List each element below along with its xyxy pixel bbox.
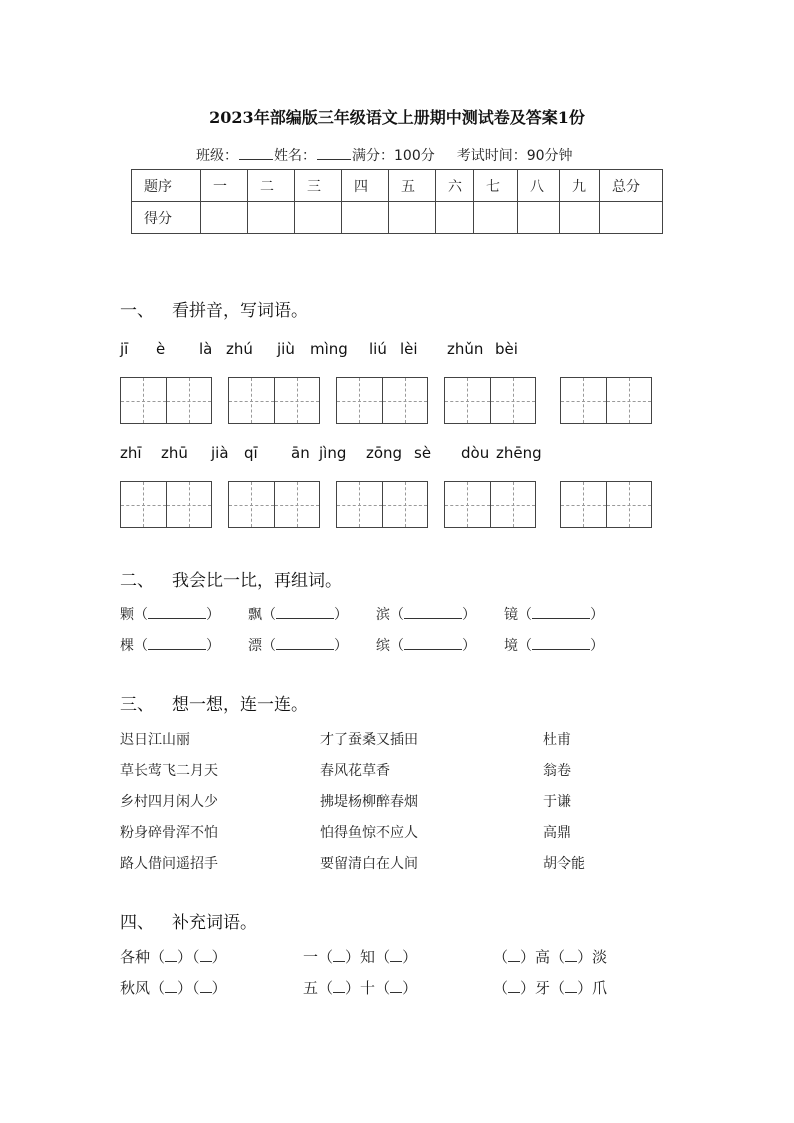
writing-grid-row-2 [0,481,794,528]
score-input-cell[interactable] [600,202,663,234]
class-label: 班级： [196,148,238,164]
pinyin: zhū [161,444,188,462]
pinyin: jià [211,444,229,462]
pinyin: jìng [319,444,347,462]
score-cell: 八 [518,170,560,202]
compare-item [504,604,604,624]
fill-item [493,977,607,998]
pinyin: zhēng [496,444,542,462]
section-4-heading [120,908,257,933]
section-title: 想一想，连一连。 [172,695,308,715]
compare-char: 镜 [504,607,518,623]
score-input-cell[interactable] [436,202,474,234]
full-score: 满分：100分 [352,148,435,164]
pinyin: sè [414,444,432,462]
pinyin: là [199,340,213,358]
paren: ） [345,948,361,966]
score-input-cell[interactable] [201,202,248,234]
paren: （ [550,948,566,966]
score-input-cell[interactable] [342,202,389,234]
pinyin: jī [120,340,129,358]
tianzige-box[interactable] [444,377,536,424]
section-title: 我会比一比，再组词。 [172,571,342,591]
match-row [0,760,794,780]
paren: （ [150,948,166,966]
answer-blank[interactable] [565,947,577,962]
name-blank[interactable] [317,146,351,160]
paren: ） [462,607,476,623]
paren: ） [402,979,418,997]
match-row [0,729,794,749]
compare-char: 颗 [120,607,134,623]
pinyin: bèi [495,340,518,358]
paren: （ [550,979,566,997]
fill-item [303,977,417,998]
section-number: 二、 [120,571,154,591]
pinyin: zōng [366,444,403,462]
score-table [131,169,663,234]
paren: ） [577,979,593,997]
compare-row-2 [0,635,794,655]
match-item-left[interactable]: 粉身碎骨浑不怕 [120,825,218,841]
match-item-middle[interactable]: 拂堤杨柳醉春烟 [320,794,418,810]
fill-item [493,946,607,967]
paren: （ [318,948,334,966]
section-number: 一、 [120,301,154,321]
compare-item [376,604,476,624]
paren: ） [211,948,227,966]
score-cell: 一 [201,170,248,202]
score-input-cell[interactable] [518,202,560,234]
tianzige-box[interactable] [228,377,320,424]
paren: ） [590,638,604,654]
tianzige-box[interactable] [120,377,212,424]
match-item-middle[interactable]: 春风花草香 [320,763,390,779]
score-cell: 题序 [132,170,201,202]
answer-blank[interactable] [165,947,177,962]
fill-item [120,977,227,998]
score-cell: 二 [248,170,295,202]
exam-time: 考试时间：90分钟 [456,148,573,164]
match-item-left[interactable]: 路人借问遥招手 [120,856,218,872]
paren: （ [150,979,166,997]
paren: （ [262,607,276,623]
paren: ） [345,979,361,997]
pinyin: jiù [277,340,295,358]
paren: （ [493,979,509,997]
compare-row-1 [0,604,794,624]
paren: ） [577,948,593,966]
compare-item [376,635,476,655]
score-input-cell[interactable] [248,202,295,234]
section-3-heading [120,690,308,715]
compare-char: 滨 [376,607,390,623]
match-item-right[interactable]: 翁卷 [543,763,571,779]
word-part: 五 [303,979,319,997]
score-cell: 四 [342,170,389,202]
section-1-heading [120,296,308,321]
match-item-left[interactable]: 迟日江山丽 [120,732,190,748]
fill-item [303,946,417,967]
paren: ） [402,948,418,966]
pinyin-row-2 [120,444,680,464]
paren: （ [134,638,148,654]
match-item-right[interactable]: 杜甫 [543,732,571,748]
word-part: 秋风 [120,979,151,997]
word-part: 高 [535,948,551,966]
answer-blank[interactable] [200,978,212,993]
answer-blank[interactable] [404,635,462,650]
paren: ） [590,607,604,623]
match-item-right[interactable]: 胡令能 [543,856,585,872]
compare-item [248,635,348,655]
paren: ） [206,607,220,623]
score-table-score-row [132,202,663,234]
match-row [0,822,794,842]
answer-blank[interactable] [390,978,402,993]
tianzige-box[interactable] [120,481,212,528]
paren: （ [518,638,532,654]
paren: （ [192,948,200,966]
paren: （ [262,638,276,654]
score-cell: 五 [389,170,436,202]
paren: ） [334,638,348,654]
score-cell: 七 [474,170,518,202]
paren: （ [318,979,334,997]
paren: ） [520,948,536,966]
paren: （ [192,979,200,997]
answer-blank[interactable] [532,604,590,619]
score-input-cell[interactable] [295,202,342,234]
compare-item [120,635,220,655]
pinyin: qī [244,444,258,462]
tianzige-box[interactable] [444,481,536,528]
answer-blank[interactable] [532,635,590,650]
section-2-heading [120,566,342,591]
paren: （ [390,638,404,654]
answer-blank[interactable] [200,947,212,962]
word-part: 牙 [535,979,551,997]
score-input-cell[interactable] [474,202,518,234]
pinyin: liú [369,340,387,358]
pinyin: zhī [120,444,142,462]
answer-blank[interactable] [333,947,345,962]
answer-blank[interactable] [333,978,345,993]
paren: ） [177,948,193,966]
match-item-left[interactable]: 草长莺飞二月天 [120,763,218,779]
score-input-cell[interactable] [389,202,436,234]
fill-row-1 [0,946,794,966]
word-part: 十 [360,979,376,997]
match-row [0,853,794,873]
paren: （ [493,948,509,966]
exam-info-line [196,145,573,165]
answer-blank[interactable] [565,978,577,993]
answer-blank[interactable] [404,604,462,619]
pinyin: dòu [461,444,490,462]
paren: （ [390,607,404,623]
pinyin: zhǔn [447,340,484,358]
paren: ） [206,638,220,654]
answer-blank[interactable] [148,635,206,650]
paren: （ [518,607,532,623]
section-number: 三、 [120,695,154,715]
score-cell: 三 [295,170,342,202]
match-item-left[interactable]: 乡村四月闲人少 [120,794,218,810]
match-item-middle[interactable]: 要留清白在人间 [320,856,418,872]
section-title: 补充词语。 [172,913,257,933]
match-item-middle[interactable]: 才了蚕桑又插田 [320,732,418,748]
tianzige-box[interactable] [560,481,652,528]
fill-item [120,946,227,967]
paren: （ [134,607,148,623]
pinyin: mìng [310,340,348,358]
compare-char: 棵 [120,638,134,654]
word-part: 淡 [592,948,608,966]
tianzige-box[interactable] [336,377,428,424]
tianzige-box[interactable] [336,481,428,528]
compare-char: 飘 [248,607,262,623]
match-item-middle[interactable]: 怕得鱼惊不应人 [320,825,418,841]
word-part: 知 [360,948,376,966]
answer-blank[interactable] [508,947,520,962]
pinyin: è [156,340,166,358]
compare-item [504,635,604,655]
paren: ） [177,979,193,997]
pinyin: ān [291,444,310,462]
section-number: 四、 [120,913,154,933]
score-input-cell[interactable] [560,202,600,234]
compare-item [248,604,348,624]
answer-blank[interactable] [390,947,402,962]
compare-item [120,604,220,624]
answer-blank[interactable] [148,604,206,619]
writing-grid-row-1 [0,377,794,424]
class-blank[interactable] [239,146,273,160]
match-row [0,791,794,811]
pinyin-row-1 [120,340,680,360]
compare-char: 缤 [376,638,390,654]
paren: （ [375,948,391,966]
compare-char: 漂 [248,638,262,654]
paren: ） [211,979,227,997]
word-part: 爪 [592,979,608,997]
paren: ） [334,607,348,623]
pinyin: lèi [400,340,418,358]
score-cell: 总分 [600,170,663,202]
paren: ） [462,638,476,654]
section-title: 看拼音，写词语。 [172,301,308,321]
word-part: 一 [303,948,319,966]
paren: （ [375,979,391,997]
pinyin: zhú [226,340,253,358]
score-row-label: 得分 [132,202,201,234]
word-part: 各种 [120,948,151,966]
tianzige-box[interactable] [560,377,652,424]
answer-blank[interactable] [165,978,177,993]
answer-blank[interactable] [276,635,334,650]
answer-blank[interactable] [276,604,334,619]
paren: ） [520,979,536,997]
compare-char: 境 [504,638,518,654]
page-title: 2023年部编版三年级语文上册期中测试卷及答案1份 [209,108,585,127]
score-cell: 六 [436,170,474,202]
tianzige-box[interactable] [228,481,320,528]
score-cell: 九 [560,170,600,202]
match-item-right[interactable]: 高鼎 [543,825,571,841]
match-item-right[interactable]: 于谦 [543,794,571,810]
score-table-header-row [132,170,663,202]
answer-blank[interactable] [508,978,520,993]
fill-row-2 [0,977,794,997]
name-label: 姓名： [274,148,316,164]
